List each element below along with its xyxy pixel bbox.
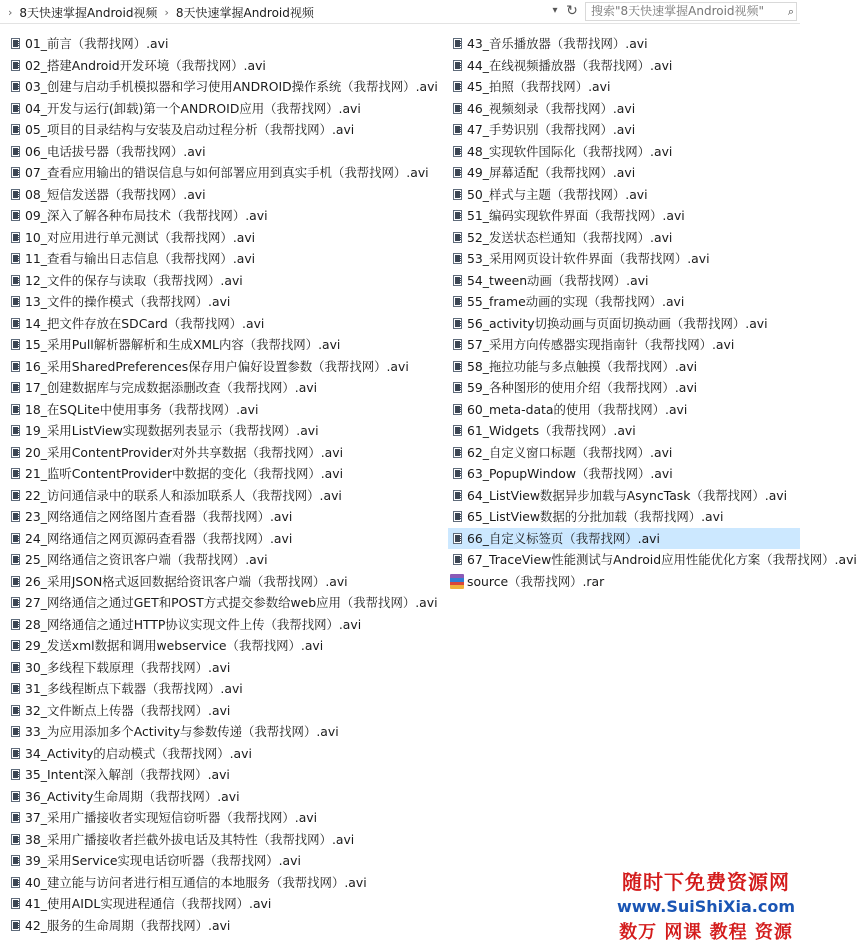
file-item[interactable] [448, 506, 800, 528]
file-item[interactable] [448, 485, 800, 507]
file-name: 44_在线视频播放器（我帮找网）.avi [467, 57, 673, 73]
file-name: 11_查看与输出日志信息（我帮找网）.avi [25, 251, 256, 266]
file-item[interactable] [6, 829, 446, 851]
file-item[interactable] [6, 98, 446, 120]
file-item[interactable] [6, 700, 446, 722]
file-name: 18_在SQLite中使用事务（我帮找网）.avi [25, 401, 259, 417]
file-item[interactable] [6, 119, 446, 141]
file-name: 49_屏幕适配（我帮找网）.avi [467, 165, 636, 180]
file-item[interactable] [6, 248, 446, 270]
video-file-icon [11, 447, 20, 458]
breadcrumb [4, 4, 317, 21]
file-name: 50_样式与主题（我帮找网）.avi [467, 186, 648, 202]
video-file-icon [453, 253, 462, 264]
file-name: 12_文件的保存与读取（我帮找网）.avi [25, 272, 243, 288]
file-item[interactable] [6, 872, 446, 894]
file-name: 08_短信发送器（我帮找网）.avi [25, 186, 206, 202]
file-item[interactable] [448, 55, 800, 77]
file-name: 41_使用AIDL实现进程通信（我帮找网）.avi [25, 896, 272, 911]
file-name: 67_TraceView性能测试与Android应用性能优化方案（我帮找网）.avi [467, 552, 857, 567]
file-item[interactable] [448, 270, 800, 292]
video-file-icon [11, 81, 20, 92]
watermark-line-2: www.SuiShiXia.com [616, 897, 796, 916]
file-item[interactable] [6, 76, 446, 98]
video-file-icon [453, 425, 462, 436]
file-name: 48_实现软件国际化（我帮找网）.avi [467, 143, 673, 159]
file-name: 42_服务的生命周期（我帮找网）.avi [25, 917, 231, 933]
file-name: 23_网络通信之网络图片查看器（我帮找网）.avi [25, 509, 293, 524]
file-item[interactable] [6, 270, 446, 292]
video-file-icon [11, 38, 20, 49]
video-file-icon [453, 232, 462, 243]
file-name: 51_编码实现软件界面（我帮找网）.avi [467, 208, 685, 223]
file-item[interactable] [6, 678, 446, 700]
file-item[interactable] [448, 248, 800, 270]
file-item[interactable] [6, 506, 446, 528]
watermark [612, 860, 800, 950]
file-name: 24_网络通信之网页源码查看器（我帮找网）.avi [25, 530, 293, 546]
file-name: 25_网络通信之资讯客户端（我帮找网）.avi [25, 552, 268, 567]
file-name: 45_拍照（我帮找网）.avi [467, 79, 611, 94]
file-item[interactable] [448, 399, 800, 421]
video-file-icon [11, 597, 20, 608]
video-file-icon [11, 232, 20, 243]
file-item[interactable] [6, 33, 446, 55]
file-item[interactable] [448, 98, 800, 120]
file-name: 61_Widgets（我帮找网）.avi [467, 423, 636, 438]
file-name: 01_前言（我帮找网）.avi [25, 36, 169, 51]
file-name: source（我帮找网）.rar [467, 573, 605, 589]
file-item[interactable] [6, 162, 446, 184]
file-name: 09_深入了解各种布局技术（我帮找网）.avi [25, 208, 268, 223]
file-item[interactable] [6, 743, 446, 765]
file-item[interactable] [6, 592, 446, 614]
video-file-icon [453, 468, 462, 479]
file-name: 05_项目的目录结构与安装及启动过程分析（我帮找网）.avi [25, 122, 355, 137]
video-file-icon [11, 361, 20, 372]
file-item[interactable] [6, 420, 446, 442]
video-file-icon [453, 382, 462, 393]
file-name: 10_对应用进行单元测试（我帮找网）.avi [25, 229, 256, 245]
file-item[interactable] [448, 291, 800, 313]
search-icon: ⌕ [787, 5, 794, 18]
watermark-line-3: 数万 网课 教程 资源 [619, 922, 793, 943]
video-file-icon [11, 769, 20, 780]
breadcrumb-item-current[interactable]: 8天快速掌握Android视频 [175, 6, 314, 20]
video-file-icon [11, 146, 20, 157]
file-name: 59_各种图形的使用介绍（我帮找网）.avi [467, 380, 698, 395]
file-name: 60_meta-data的使用（我帮找网）.avi [467, 401, 688, 417]
file-item[interactable] [6, 764, 446, 786]
file-item[interactable] [6, 399, 446, 421]
file-item[interactable] [6, 205, 446, 227]
file-name: 15_采用Pull解析器解析和生成XML内容（我帮找网）.avi [25, 337, 341, 352]
breadcrumb-separator: › [8, 6, 13, 19]
video-file-icon [11, 468, 20, 479]
file-name: 06_电话拔号器（我帮找网）.avi [25, 143, 206, 159]
file-name: 55_frame动画的实现（我帮找网）.avi [467, 294, 685, 309]
video-file-icon [453, 318, 462, 329]
file-name: 26_采用JSON格式返回数据给资讯客户端（我帮找网）.avi [25, 573, 348, 589]
file-item[interactable] [6, 850, 446, 872]
file-item[interactable] [448, 313, 800, 335]
video-file-icon [11, 103, 20, 114]
video-file-icon [11, 60, 20, 71]
file-item[interactable] [448, 33, 800, 55]
video-file-icon [11, 705, 20, 716]
file-name: 54_tween动画（我帮找网）.avi [467, 272, 649, 288]
file-item[interactable] [448, 442, 800, 464]
file-item[interactable] [6, 915, 446, 937]
file-name: 14_把文件存放在SDCard（我帮找网）.avi [25, 315, 265, 331]
video-file-icon [11, 296, 20, 307]
video-file-icon [11, 189, 20, 200]
file-name: 07_查看应用输出的错误信息与如何部署应用到真实手机（我帮找网）.avi [25, 165, 429, 180]
file-item[interactable] [6, 549, 446, 571]
file-item[interactable] [6, 807, 446, 829]
file-name: 62_自定义窗口标题（我帮找网）.avi [467, 444, 673, 460]
video-file-icon [11, 511, 20, 522]
file-item[interactable] [448, 549, 857, 571]
file-item[interactable] [448, 227, 800, 249]
file-item[interactable] [6, 377, 446, 399]
video-file-icon [453, 81, 462, 92]
file-name: 13_文件的操作模式（我帮找网）.avi [25, 294, 231, 309]
file-item[interactable] [6, 356, 446, 378]
file-item[interactable] [6, 485, 446, 507]
file-item[interactable] [448, 119, 800, 141]
file-item[interactable] [448, 205, 800, 227]
video-file-icon [453, 167, 462, 178]
file-name: 43_音乐播放器（我帮找网）.avi [467, 36, 648, 51]
file-name: 52_发送状态栏通知（我帮找网）.avi [467, 229, 673, 245]
file-item[interactable] [6, 528, 446, 550]
chevron-down-icon[interactable]: ▾ [552, 5, 558, 16]
file-name: 17_创建数据库与完成数据添删改查（我帮找网）.avi [25, 380, 318, 395]
file-item[interactable] [6, 141, 446, 163]
video-file-icon [11, 855, 20, 866]
file-item[interactable] [6, 571, 446, 593]
file-name: 20_采用ContentProvider对外共享数据（我帮找网）.avi [25, 444, 344, 460]
file-name: 33_为应用添加多个Activity与参数传递（我帮找网）.avi [25, 724, 339, 739]
video-file-icon [11, 253, 20, 264]
video-file-icon [11, 167, 20, 178]
file-name: 65_ListView数据的分批加载（我帮找网）.avi [467, 509, 724, 524]
file-name: 30_多线程下载原理（我帮找网）.avi [25, 659, 231, 675]
file-name: 19_采用ListView实现数据列表显示（我帮找网）.avi [25, 423, 319, 438]
file-name: 40_建立能与访问者进行相互通信的本地服务（我帮找网）.avi [25, 874, 367, 890]
video-file-icon [11, 404, 20, 415]
file-name: 57_采用方向传感器实现指南针（我帮找网）.avi [467, 337, 735, 352]
file-name: 03_创建与启动手机模拟器和学习使用ANDROID操作系统（我帮找网）.avi [25, 79, 438, 94]
file-name: 22_访问通信录中的联系人和添加联系人（我帮找网）.avi [25, 487, 342, 503]
breadcrumb-separator: › [164, 6, 169, 19]
file-name: 56_activity切换动画与页面切换动画（我帮找网）.avi [467, 315, 768, 331]
file-item[interactable] [6, 334, 446, 356]
video-file-icon [453, 210, 462, 221]
file-name: 63_PopupWindow（我帮找网）.avi [467, 466, 673, 481]
video-file-icon [453, 103, 462, 114]
file-name: 16_采用SharedPreferences保存用户偏好设置参数（我帮找网）.avi [25, 358, 409, 374]
file-name: 35_Intent深入解剖（我帮找网）.avi [25, 767, 230, 782]
file-item[interactable] [448, 571, 800, 593]
file-name: 32_文件断点上传器（我帮找网）.avi [25, 702, 231, 718]
file-item[interactable] [6, 721, 446, 743]
video-file-icon [453, 38, 462, 49]
video-file-icon [453, 60, 462, 71]
file-name: 39_采用Service实现电话窃听器（我帮找网）.avi [25, 853, 301, 868]
file-name: 47_手势识别（我帮找网）.avi [467, 122, 636, 137]
file-name: 28_网络通信之通过HTTP协议实现文件上传（我帮找网）.avi [25, 616, 362, 632]
file-name: 36_Activity生命周期（我帮找网）.avi [25, 788, 240, 804]
video-file-icon [11, 640, 20, 651]
file-item[interactable] [6, 291, 446, 313]
file-name: 58_拖拉功能与多点触摸（我帮找网）.avi [467, 358, 698, 374]
file-item[interactable] [6, 463, 446, 485]
file-list-column-right [448, 33, 857, 592]
file-item[interactable] [6, 657, 446, 679]
video-file-icon [11, 662, 20, 673]
video-file-icon [11, 210, 20, 221]
file-item[interactable] [6, 893, 446, 915]
video-file-icon [11, 124, 20, 135]
refresh-icon[interactable]: ↻ [566, 3, 578, 19]
video-file-icon [11, 576, 20, 587]
file-item[interactable] [6, 55, 446, 77]
file-name: 21_监听ContentProvider中数据的变化（我帮找网）.avi [25, 466, 344, 481]
video-file-icon [11, 382, 20, 393]
file-name: 04_开发与运行(卸载)第一个ANDROID应用（我帮找网）.avi [25, 100, 361, 116]
file-name: 27_网络通信之通过GET和POST方式提交参数给web应用（我帮找网）.avi [25, 595, 438, 610]
breadcrumb-item-parent[interactable]: 8天快速掌握Android视频 [19, 6, 158, 20]
video-file-icon [11, 533, 20, 544]
file-item[interactable] [448, 377, 800, 399]
video-file-icon [453, 511, 462, 522]
video-file-icon [11, 834, 20, 845]
video-file-icon [11, 683, 20, 694]
file-item[interactable] [6, 635, 446, 657]
file-item[interactable] [6, 442, 446, 464]
file-item[interactable] [6, 184, 446, 206]
video-file-icon [11, 726, 20, 737]
file-name: 37_采用广播接收者实现短信窃听器（我帮找网）.avi [25, 810, 318, 825]
video-file-icon [453, 447, 462, 458]
video-file-icon [453, 554, 462, 565]
file-item[interactable] [448, 141, 800, 163]
video-file-icon [11, 877, 20, 888]
video-file-icon [11, 791, 20, 802]
file-name: 64_ListView数据异步加载与AsyncTask（我帮找网）.avi [467, 487, 788, 503]
file-name: 46_视频刻录（我帮找网）.avi [467, 100, 636, 116]
file-item[interactable] [448, 528, 800, 550]
file-name: 02_搭建Android开发环境（我帮找网）.avi [25, 57, 266, 73]
file-name: 29_发送xml数据和调用webservice（我帮找网）.avi [25, 638, 324, 653]
file-item[interactable] [448, 356, 800, 378]
file-name: 34_Activity的启动模式（我帮找网）.avi [25, 745, 252, 761]
address-bar [0, 0, 800, 24]
video-file-icon [453, 189, 462, 200]
video-file-icon [453, 124, 462, 135]
video-file-icon [453, 275, 462, 286]
file-item[interactable] [448, 420, 800, 442]
file-item[interactable] [6, 313, 446, 335]
file-item[interactable] [6, 786, 446, 808]
file-list-column-left [6, 33, 446, 936]
file-item[interactable] [448, 184, 800, 206]
file-item[interactable] [6, 227, 446, 249]
video-file-icon [11, 554, 20, 565]
search-input[interactable] [585, 2, 797, 21]
video-file-icon [11, 318, 20, 329]
video-file-icon [11, 425, 20, 436]
file-item[interactable] [448, 463, 800, 485]
video-file-icon [11, 490, 20, 501]
winrar-archive-icon [450, 574, 464, 589]
video-file-icon [11, 619, 20, 630]
video-file-icon [453, 146, 462, 157]
video-file-icon [453, 339, 462, 350]
video-file-icon [453, 404, 462, 415]
video-file-icon [453, 533, 462, 544]
file-item[interactable] [448, 162, 800, 184]
video-file-icon [453, 490, 462, 501]
video-file-icon [11, 920, 20, 931]
watermark-line-1: 随时下免费资源网 [622, 870, 790, 894]
video-file-icon [11, 812, 20, 823]
file-name: 53_采用网页设计软件界面（我帮找网）.avi [467, 251, 710, 266]
video-file-icon [11, 898, 20, 909]
search-placeholder: 搜索"8天快速掌握Android视频" [591, 4, 765, 18]
file-item[interactable] [448, 76, 800, 98]
video-file-icon [11, 748, 20, 759]
video-file-icon [453, 361, 462, 372]
video-file-icon [453, 296, 462, 307]
video-file-icon [11, 339, 20, 350]
file-item[interactable] [448, 334, 800, 356]
file-name: 38_采用广播接收者拦截外拔电话及其特性（我帮找网）.avi [25, 831, 355, 847]
file-name: 66_自定义标签页（我帮找网）.avi [467, 530, 660, 546]
file-name: 31_多线程断点下载器（我帮找网）.avi [25, 681, 243, 696]
video-file-icon [11, 275, 20, 286]
file-item[interactable] [6, 614, 446, 636]
